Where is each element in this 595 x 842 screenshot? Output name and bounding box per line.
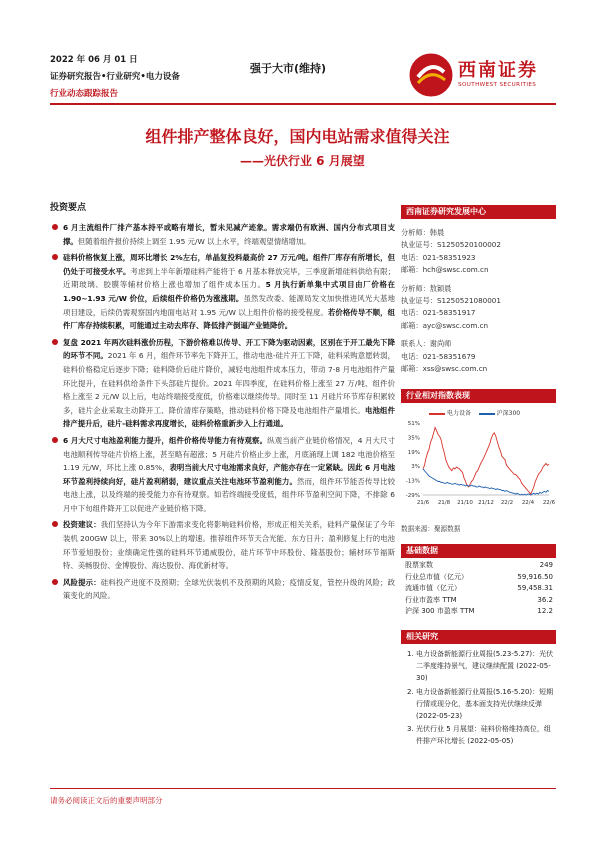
footer-disclaimer: 请务必阅读正文后的重要声明部分 — [50, 796, 163, 805]
chart-header: 行业相对指数表现 — [401, 389, 556, 403]
related-text[interactable]: 电力设备新能源行业周报(5.16-5.20)：短期行情或现分化，基本面支持光伏继续反弹 (2022-05-23) — [416, 687, 554, 721]
report-type: 证券研究报告•行业研究•电力设备 — [50, 72, 180, 82]
para-bold: 电池组件排产提升后，硅片-硅料需求再度增长，硅料价格重新步入上行通道。 — [63, 405, 395, 429]
stats-row — [405, 572, 553, 584]
para-bold: 5 月执行新单集中式项目由厂价格在 1.90~1.93 元/W 价位，后续组件价格仍为涨涨期。 — [63, 280, 395, 303]
analyst-email[interactable]: 邮箱：ayc@swsc.com.cn — [401, 320, 489, 330]
para-text: 考虑到上半年新增硅料产能将于 6 月基本释放完毕，三季度新增硅料供给有限；近期玻璃、胶膜等辅材价格上涨也增加了组件成本压力。 — [63, 266, 395, 290]
paragraph — [50, 576, 395, 603]
related-item[interactable] — [407, 723, 555, 747]
report-title: 组件排产整体良好，国内电站需求值得关注 — [145, 127, 450, 146]
chart-source: 数据来源：聚源数据 — [401, 525, 461, 533]
paragraph — [50, 336, 395, 431]
para-text: 我们坚持认为今年下游需求变化将影响硅料价格，形成正相关关系，硅料产量保证了今年装机 200GW 以上，带来 30%以上的增速。推荐组件环节天合光能、东方日升；盈利修复上行的电池环节爱旭股份；业绩确定性强的硅料环节通威股份，硅片环节中环股份、隆基股份；辅材环节福斯特、美畅股份、金博股份、海达股份、海优新材等。 — [63, 520, 395, 571]
para-text: 然而，组件环节能否传导比较电池上涨，以及终端的接受能力亦有待观察。如若终端接受度低，组件环节盈利空间下降，不排除 6 月中下旬组件降开工以促进产业链价格下降。 — [63, 476, 395, 513]
y-tick-label: 19% — [407, 449, 420, 456]
stats-row — [405, 583, 553, 595]
series-line-2 — [423, 469, 549, 495]
paragraph — [50, 518, 395, 572]
stats-row — [405, 606, 553, 618]
x-tick-label: 21/8 — [437, 500, 451, 506]
stats-label: 行业总市值（亿元） — [405, 572, 468, 581]
stats-value: 249 — [539, 561, 553, 569]
chart-plot — [401, 417, 556, 511]
company-logo — [408, 52, 556, 102]
index-chart — [401, 389, 556, 535]
x-tick-label: 22/6 — [542, 500, 556, 506]
analyst-email[interactable]: 邮箱：hch@swsc.com.cn — [401, 265, 489, 275]
stats-header: 基础数据 — [401, 544, 556, 558]
paragraph — [50, 251, 395, 333]
y-tick-label: 3% — [411, 464, 420, 471]
logo-mark-icon — [408, 52, 454, 98]
stats-row — [405, 560, 553, 572]
report-subtitle: ——光伏行业 6 月展望 — [240, 154, 365, 168]
stats-label: 沪深 300 市盈率 TTM — [405, 607, 475, 616]
paragraph — [50, 434, 395, 516]
x-tick-label: 21/10 — [457, 500, 473, 506]
related-item[interactable] — [407, 686, 555, 723]
contact-phone: 电话：021-58351679 — [401, 351, 476, 361]
para-bold: 复盘 2021 年两次硅料涨价历程，下游价格难以传导、开工下降为驱动因素，区别在于开工最先下降的环节不同。 — [63, 337, 395, 361]
legend-swatch — [479, 413, 495, 415]
header-divider — [50, 103, 556, 105]
para-text: 2021 年 6 月，组件环节率先下降开工，推动电池-硅片开工下降，硅料采购意愿转弱，硅料价格稳定后逐步下降；硅料降价后硅片降价，减轻电池组件成本压力，带动 7-8 月电池组件产量环比提升，在硅料供给条件下头部硅片提价。2021 年四季度，在硅料价格上涨至 27 万/吨、组件价格上涨至 2 元/W 以上后，电站终端接受度低，价格难以继续传导。同时至 11 月硅片环节库存积累较多，硅片企业采取主动降开工、降价清库存策略，推动硅料价格下降及电池组件产量增长。 — [63, 351, 395, 415]
contact-email[interactable]: 邮箱：xss@swsc.com.cn — [401, 364, 488, 374]
analyst-phone: 电话：021-58351917 — [401, 308, 476, 318]
stats-value: 59,916.50 — [517, 572, 553, 581]
analyst-phone: 电话：021-58351923 — [401, 252, 476, 262]
y-tick-label: -13% — [405, 478, 420, 485]
related-section — [401, 630, 556, 644]
y-tick-label: 51% — [407, 421, 420, 427]
para-bold: 6 月大尺寸电池盈利能力提升，组件价格传导能力有待观察。 — [63, 435, 268, 445]
main-content — [50, 200, 395, 606]
report-date: 2022 年 06 月 01 日 — [50, 55, 138, 65]
logo-text-cn: 西南证券 — [458, 60, 538, 81]
para-bold: 投资建议： — [63, 520, 101, 530]
para-bold: 若价格传导不顺，组件厂库存持续积累，可能通过主动去库存、降低排产倒逼产业链降价。 — [63, 307, 395, 331]
x-tick-label: 22/2 — [500, 500, 514, 506]
sidebar-analysts — [401, 205, 556, 375]
y-tick-label: 35% — [407, 435, 420, 442]
related-list — [407, 648, 555, 749]
legend-label: 沪深300 — [496, 410, 521, 417]
para-text: 虽然发改委、能源局发文加快推进风光大基地项目建设，后续仍需观察国内地面电站对 1.95 元/W 以上组件价格的接受程度。 — [63, 293, 395, 317]
para-text: 但随着组件报价持续上调至 1.95 元/W 以上水平，终端观望情绪增加。 — [77, 236, 311, 246]
paragraph — [50, 221, 395, 248]
related-num: 3. — [407, 725, 414, 734]
stats-label: 流通市值（亿元） — [405, 584, 461, 593]
related-num: 1. — [407, 650, 414, 658]
related-text[interactable]: 光伏行业 5 月展望：硅料价格维持高位，组件排产环比增长 (2022-05-05) — [416, 725, 551, 746]
para-bold: 6 月主流组件厂排产基本持平或略有增长，暂未见减产迹象。需求端仍有欧洲、国内分布式项目支撑。 — [63, 223, 395, 246]
legend-swatch — [429, 413, 445, 415]
analyst-cert: 执业证号：S1250520100002 — [401, 240, 501, 250]
para-text: 硅料投产进度不及预期；全球光伏装机不及预期的风险；疫情反复，管控升级的风险；政策变化的风险。 — [63, 577, 395, 601]
x-tick-label: 22/4 — [521, 500, 535, 506]
stats-section — [401, 544, 556, 558]
analyst-name: 分析师：韩晨 — [401, 228, 445, 237]
section-title: 投资要点 — [50, 203, 87, 213]
stats-value: 36.2 — [537, 595, 553, 604]
report-subtype: 行业动态跟踪报告 — [50, 89, 119, 99]
stats-table — [405, 560, 553, 618]
related-text[interactable]: 电力设备新能源行业周报(5.23-5.27)：光伏二季度维持景气，建议继续配置 (2022-05-30) — [416, 650, 554, 683]
footer-divider — [50, 788, 556, 789]
stats-label: 行业市盈率 TTM — [405, 595, 457, 604]
analyst-cert: 执业证号：S1250521080001 — [401, 296, 501, 306]
x-tick-label: 21/12 — [478, 500, 494, 506]
related-header: 相关研究 — [401, 630, 556, 644]
logo-text-en: SOUTHWEST SECURITIES — [458, 82, 537, 88]
series-line-1 — [423, 428, 549, 495]
chart-legend — [429, 408, 520, 417]
related-item[interactable] — [407, 648, 555, 685]
stats-value: 12.2 — [537, 607, 553, 616]
contact-name: 联系人：谢尚师 — [401, 339, 452, 349]
stats-value: 59,458.31 — [517, 584, 553, 593]
analyst-name: 分析师：敖颖晨 — [401, 283, 452, 293]
related-num: 2. — [407, 687, 414, 696]
rating: 强于大市(维持) — [250, 62, 327, 75]
para-text: 纵观当前产业链价格情况，4 月大尺寸电池顺利传导硅片价格上涨，甚至略有超涨；5 月硅片价格止步上涨，月底涌现上调 182 电池价格至 1.19 元/W，环比上涨 0.85%， — [63, 435, 395, 473]
x-tick-label: 21/6 — [416, 500, 430, 506]
legend-label: 电力设备 — [447, 410, 472, 417]
para-bold: 表明当前大尺寸电池需求良好，产能亦存在一定紧缺。因此 6 月电池环节盈利持续向好，硅片盈利稍弱，建议重点关注电池环节盈利能力。 — [63, 463, 396, 486]
y-tick-label: -29% — [405, 493, 420, 499]
analyst-block — [401, 227, 556, 375]
sidebar-header: 西南证券研究发展中心 — [401, 205, 556, 219]
stats-row — [405, 595, 553, 607]
para-bold: 风险提示： — [63, 577, 101, 587]
stats-label: 股票家数 — [405, 561, 433, 569]
para-bold: 硅料价格恢复上涨，周环比增长 2%左右，单晶复投料最高价 27 万元/吨。组件厂库存有所增长，但仍处于可接受水平。 — [63, 253, 395, 276]
